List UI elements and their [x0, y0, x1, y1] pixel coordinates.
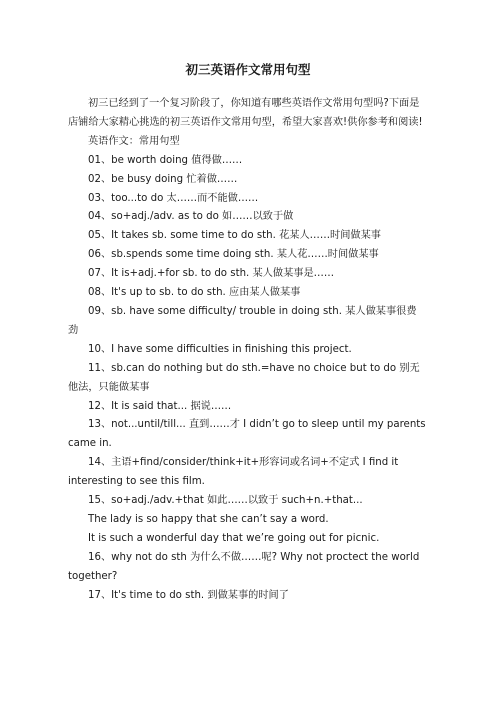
example-sentence: It is such a wonderful day that we’re going out for picnic.: [88, 532, 380, 544]
list-item: 06、sb.spends some time doing sth. 某人花……时间做某事: [88, 249, 379, 261]
list-item: 04、so+adj./adv. as to do 如……以致于做: [88, 211, 294, 223]
section-heading: 英语作文：常用句型: [88, 135, 180, 147]
list-item: 16、why not do sth 为什么不做……呢? Why not proctect the world together?: [68, 551, 420, 582]
list-item: 09、sb. have some difficulty/ trouble in doing sth. 某人做某事很费劲: [68, 305, 417, 336]
list-item: 05、It takes sb. some time to do sth. 花某人……时间做某事: [88, 230, 381, 242]
list-item: 01、be worth doing 值得做……: [88, 154, 243, 166]
example-sentence: The lady is so happy that she can’t say a word.: [88, 513, 329, 525]
document-body: [68, 95, 426, 605]
page-title: 初三英语作文常用句型: [185, 62, 311, 77]
list-item: 14、主语+find/consider/think+it+形容词或名词+不定式 I find it interesting to see this film.: [68, 457, 399, 488]
list-item: 02、be busy doing 忙着做……: [88, 173, 238, 185]
list-item: 11、sb.can do nothing but do sth.=have no choice but to do 别无他法，只能做某事: [68, 362, 420, 393]
intro-paragraph: 初三已经到了一个复习阶段了，你知道有哪些英语作文常用句型吗?下面是店铺给大家精心挑选的初三英语作文常用句型，希望大家喜欢!供你参考和阅读!: [68, 98, 423, 128]
list-item: 12、It is said that... 据说……: [88, 400, 232, 412]
list-item: 15、so+adj./adv.+that 如此……以致于 such+n.+that...: [88, 495, 363, 507]
list-item: 10、I have some difficulties in finishing this project.: [88, 343, 352, 355]
list-item: 07、It is+adj.+for sb. to do sth. 某人做某事是……: [88, 268, 335, 280]
list-item: 17、It's time to do sth. 到做某事的时间了: [88, 589, 289, 601]
list-item: 13、not...until/till... 直到……才 I didn’t go to sleep until my parents came in.: [68, 419, 426, 450]
list-item: 03、too...to do 太……而不能做……: [88, 192, 259, 204]
list-item: 08、It's up to sb. to do sth. 应由某人做某事: [88, 287, 301, 299]
